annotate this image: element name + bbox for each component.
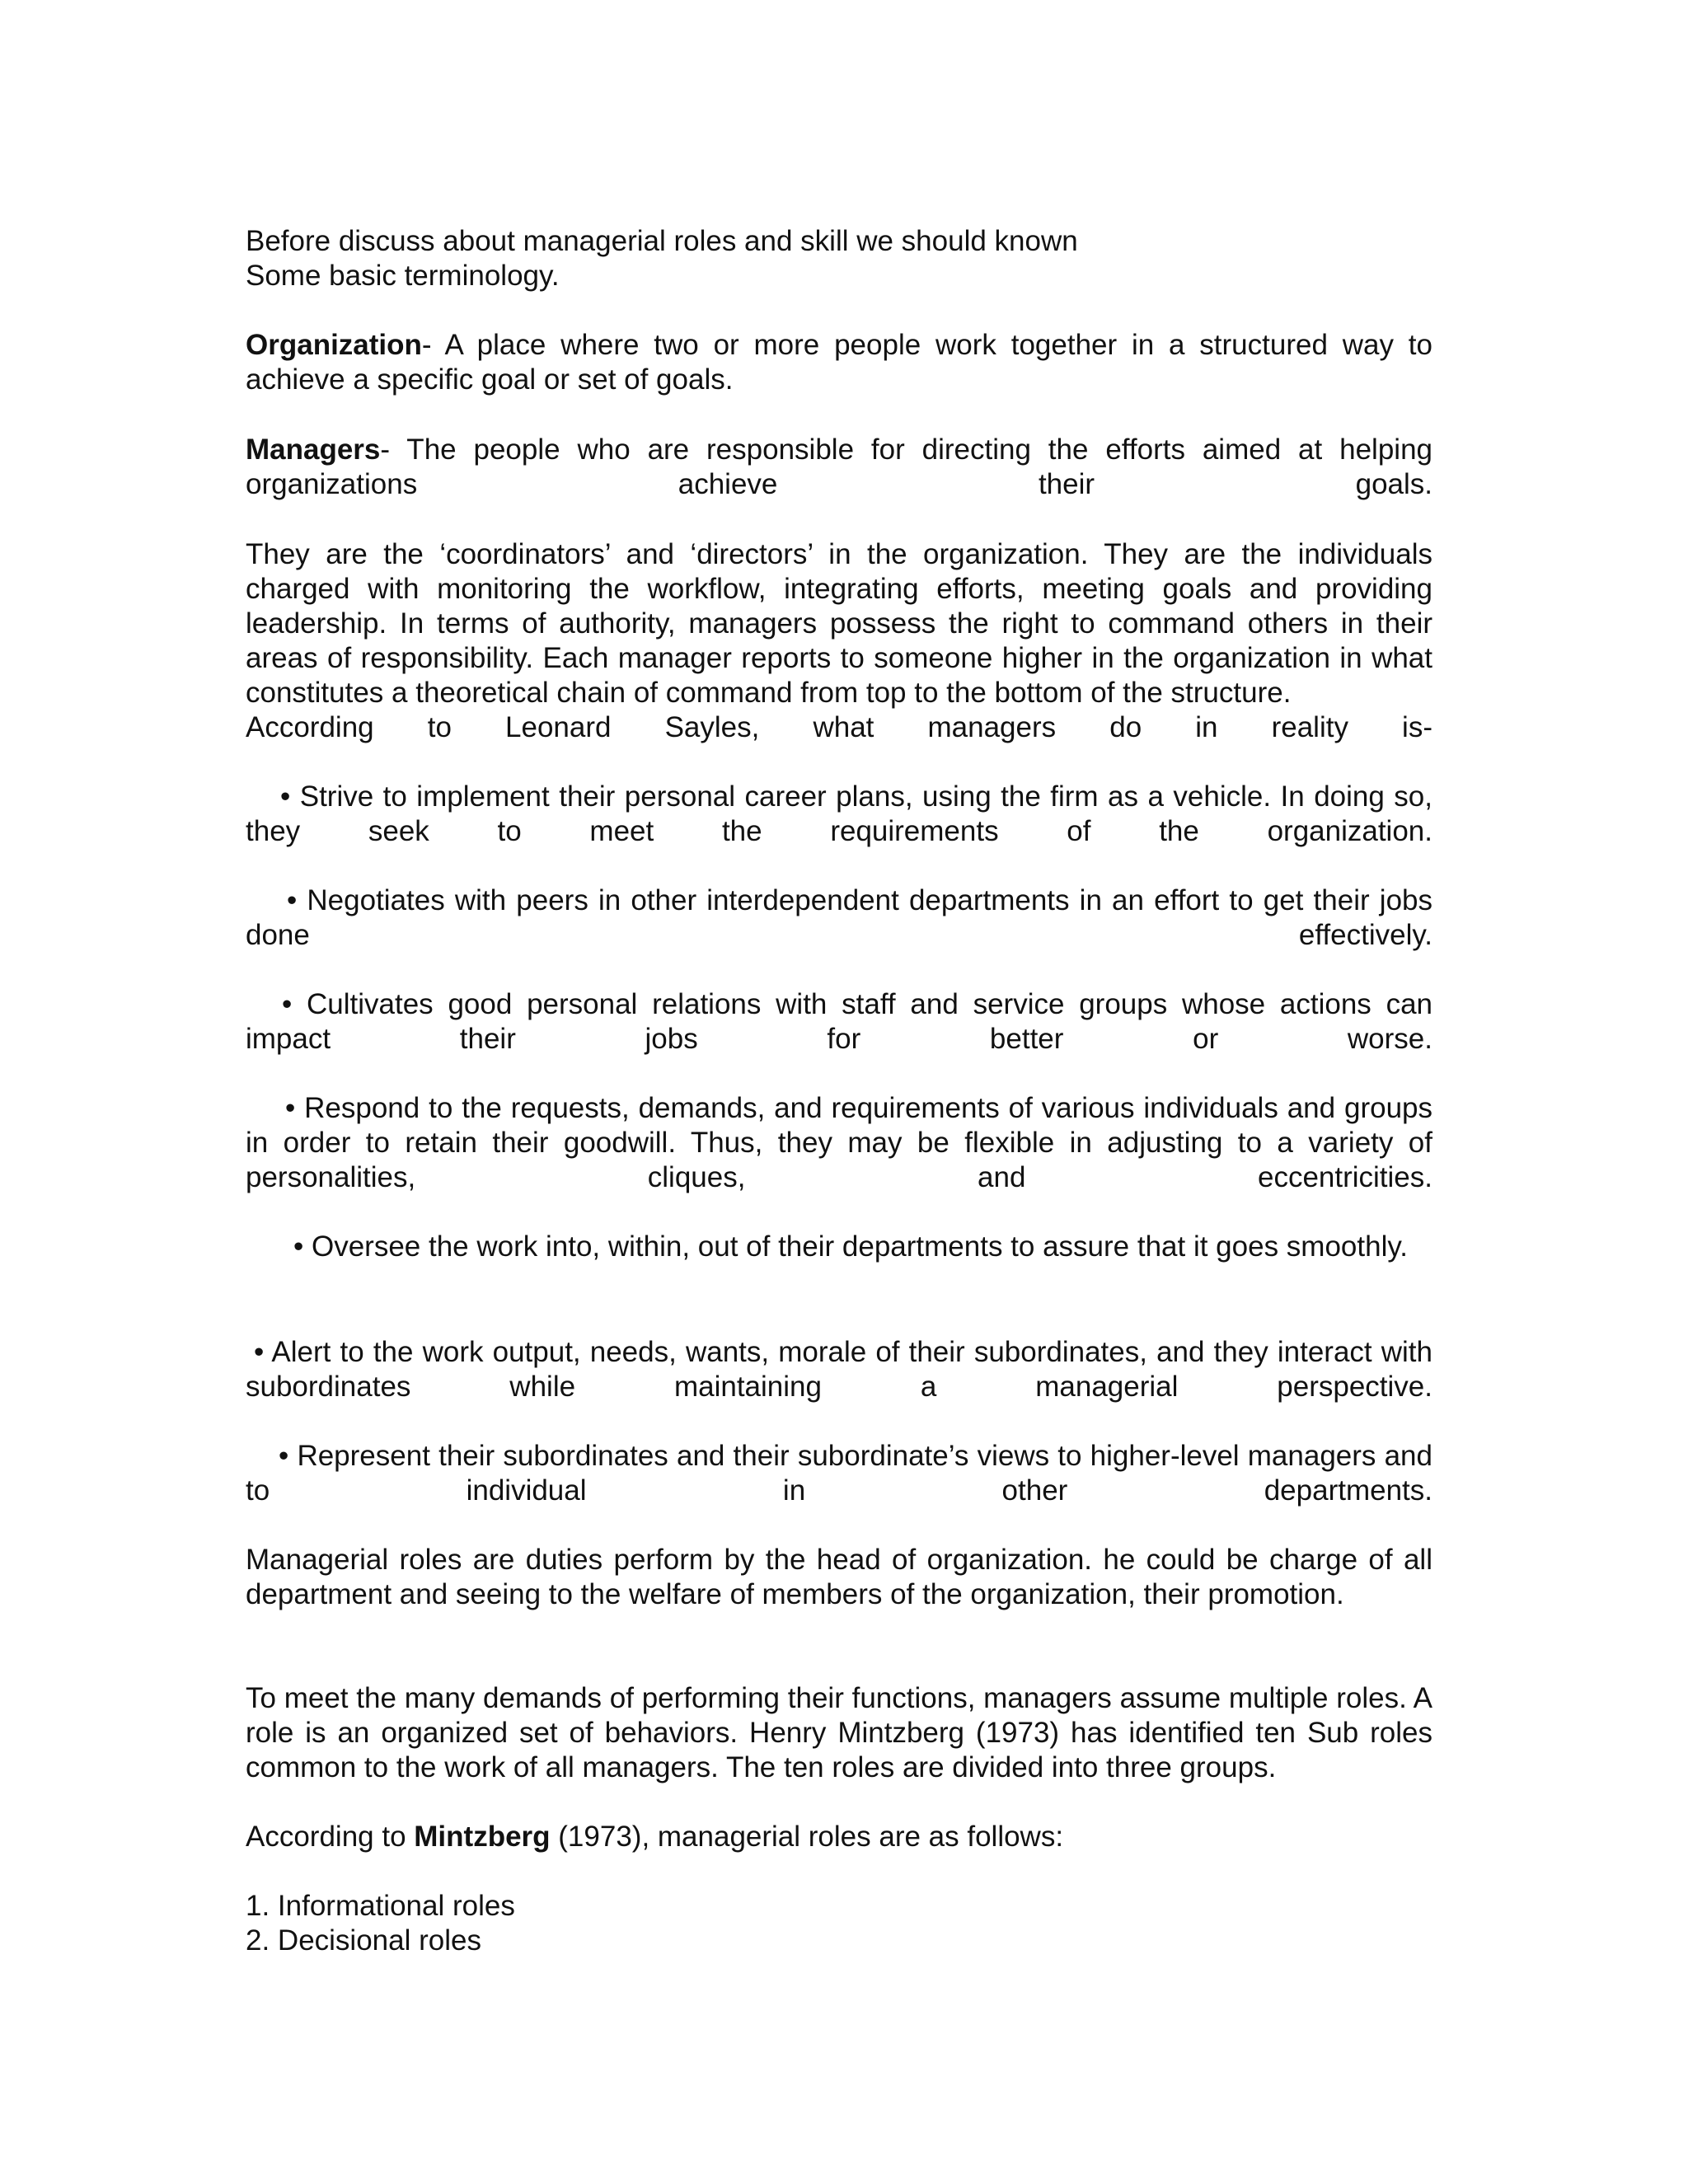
bullet-item-text: • Represent their subordinates and their subordinate’s views to higher-level managers and to individual in other departments. <box>246 1440 1432 1507</box>
bullet-item-text: • Oversee the work into, within, out of their departments to assure that it goes smoothly. <box>293 1230 1408 1263</box>
organization-definition-text: - A place where two or more people work together in a structured way to achieve a specific goal or set of goals. <box>246 329 1432 396</box>
organization-term: Organization <box>246 329 422 361</box>
coordinators-paragraph-text: They are the ‘coordinators’ and ‘directors’ in the organization. They are the individuals charged with monitoring the workflow, integrating efforts, meeting goals and providing leadership. In terms of authority, managers possess the right to command others in their areas of responsibility. Each manager reports to someone higher in the organization in what constitutes a theoretical chain of command from top to the bottom of the structure. <box>246 538 1432 709</box>
bullet-item-oversee <box>246 1230 1432 1264</box>
managerial-roles-text: Managerial roles are duties perform by the head of organization. he could be charge of all department and seeing to the welfare of members of the organization, their promotion. <box>246 1544 1432 1610</box>
sayles-line-text: According to Leonard Sayles, what managers do in reality is- <box>246 711 1432 743</box>
bullet-item-represent <box>246 1439 1432 1508</box>
list-item: 2. Decisional roles <box>246 1924 481 1957</box>
roles-list <box>246 1889 1432 1958</box>
sayles-line <box>246 710 1432 745</box>
according-line <box>246 1820 1432 1854</box>
bullet-item-text: • Alert to the work output, needs, wants, morale of their subordinates, and they interact with subordinates while maintaining a managerial perspective. <box>246 1336 1432 1403</box>
bullet-item-text: • Negotiates with peers in other interdependent departments in an effort to get their jobs done effectively. <box>246 884 1432 951</box>
mintzberg-paragraph-text: To meet the many demands of performing their functions, managers assume multiple roles. A role is an organized set of behaviors. Henry Mintzberg (1973) has identified ten Sub roles common to the work of all managers. The ten roles are divided into three groups. <box>246 1682 1432 1783</box>
according-suffix: (1973), managerial roles are as follows: <box>550 1821 1064 1853</box>
managers-definition <box>246 433 1432 502</box>
bullet-item-alert <box>246 1335 1432 1404</box>
intro-paragraph <box>246 224 1432 293</box>
coordinators-paragraph <box>246 537 1432 710</box>
bullet-item-cultivates <box>246 987 1432 1057</box>
bullet-item-text: • Strive to implement their personal career plans, using the firm as a vehicle. In doing so, they seek to meet the requirements of the organization. <box>246 780 1432 847</box>
managerial-roles-paragraph <box>246 1543 1432 1612</box>
organization-definition <box>246 328 1432 397</box>
according-prefix: According to <box>246 1821 415 1853</box>
intro-line-1: Before discuss about managerial roles and skill we should known <box>246 225 1078 257</box>
managers-definition-text: - The people who are responsible for directing the efforts aimed at helping organizations achieve their goals. <box>246 434 1432 500</box>
bullet-item-text: • Respond to the requests, demands, and requirements of various individuals and groups in order to retain their goodwill. Thus, they may be flexible in adjusting to a variety of personalities, cliques, and eccentricities. <box>246 1092 1432 1193</box>
managers-term: Managers <box>246 434 381 466</box>
bullet-item-respond <box>246 1091 1432 1195</box>
mintzberg-name: Mintzberg <box>414 1821 551 1853</box>
mintzberg-paragraph <box>246 1681 1432 1785</box>
bullet-item-negotiates <box>246 883 1432 953</box>
intro-line-2: Some basic terminology. <box>246 260 560 292</box>
bullet-item-text: • Cultivates good personal relations with staff and service groups whose actions can impact their jobs for better or worse. <box>246 988 1432 1055</box>
list-item: 1. Informational roles <box>246 1890 515 1922</box>
bullet-item-career <box>246 780 1432 849</box>
